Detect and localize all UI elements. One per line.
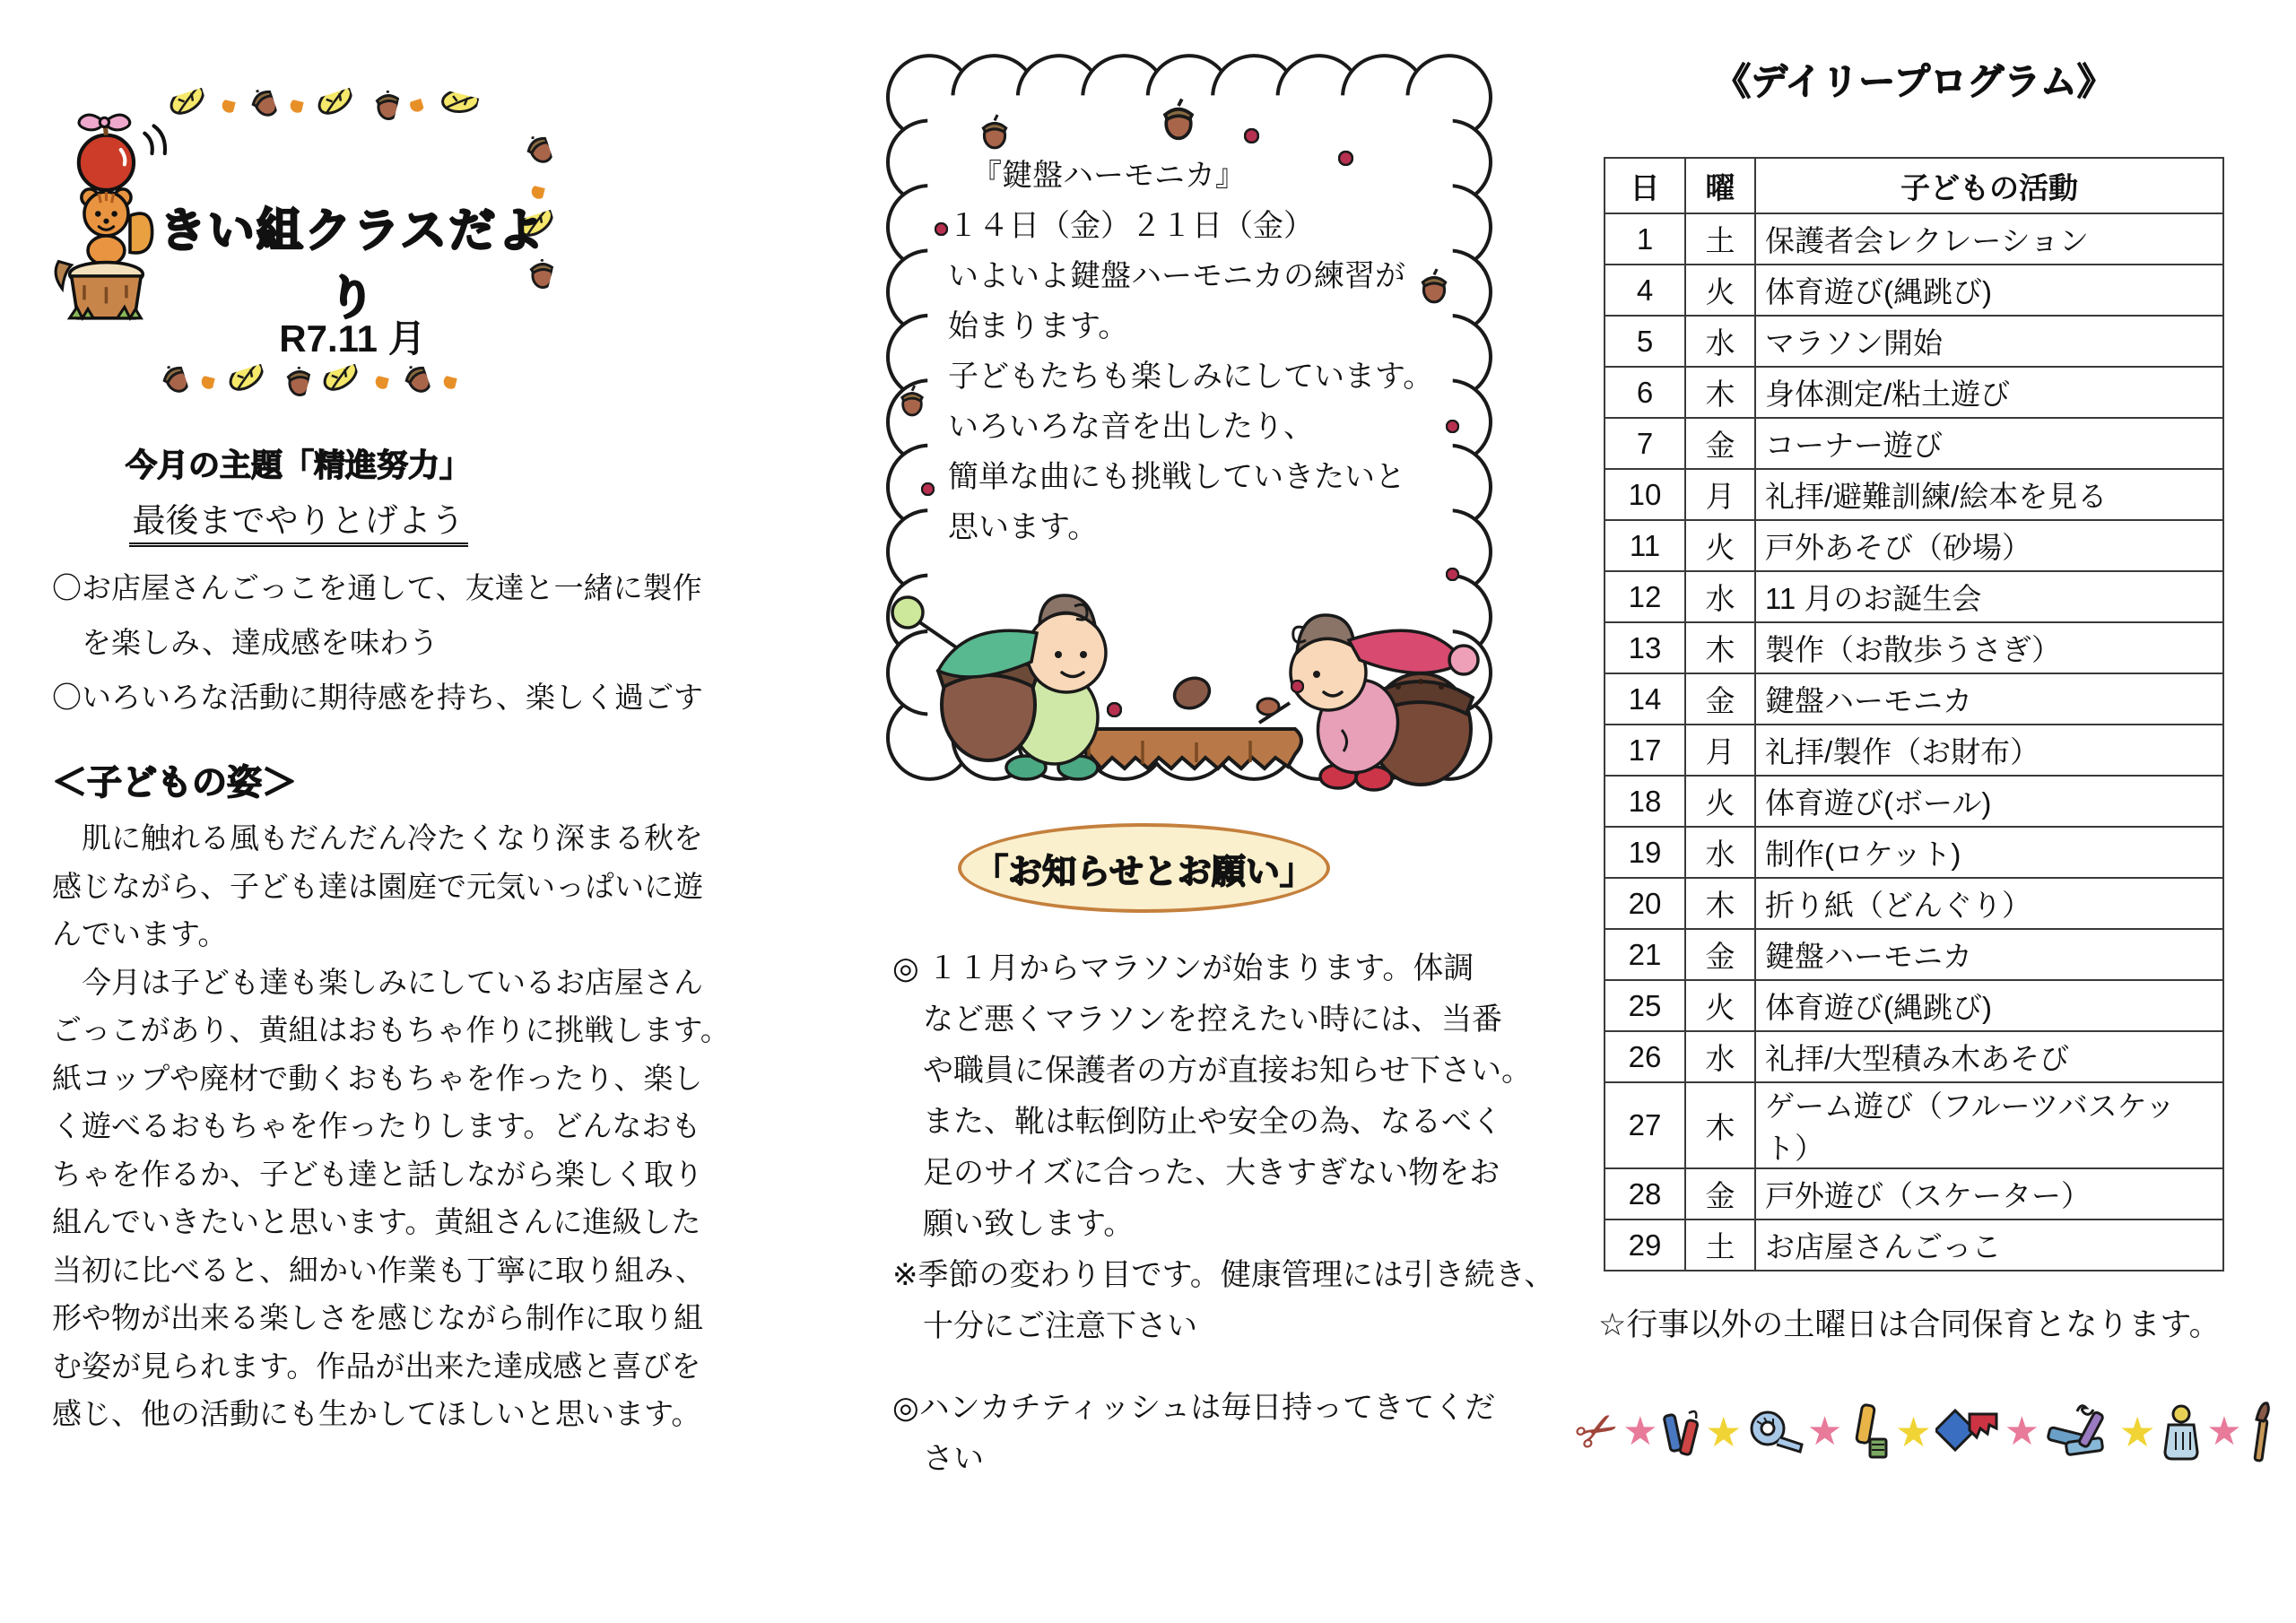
yellow-star-icon: ★ <box>1894 1408 1933 1456</box>
daily-program-table <box>1604 157 2224 1271</box>
cell-weekday: 金 <box>1685 673 1755 725</box>
bubble-line: １４日（金）２１日（金） <box>948 209 1314 243</box>
saturday-note: ☆行事以外の土曜日は合同保育となります。 <box>1598 1307 2221 1342</box>
cell-weekday: 木 <box>1685 622 1755 673</box>
monthly-theme-subtitle: 最後までやりとげよう <box>54 493 543 542</box>
cell-weekday: 火 <box>1685 265 1755 316</box>
cell-weekday: 火 <box>1685 980 1755 1031</box>
berry-dot-icon <box>1244 128 1259 143</box>
cell-date: 17 <box>1605 725 1685 776</box>
body-line: ちゃを作るか、子ども達と話しながら楽しく取り <box>52 1157 703 1191</box>
notice-line: 足のサイズに合った、大きすぎない物をお <box>892 1156 1500 1190</box>
body-line: 形や物が出来る楽しさを感じながら制作に取り組 <box>52 1301 703 1334</box>
origami-icon <box>1935 1405 2000 1459</box>
body-line: 当初に比べると、細かい作業も丁寧に取り組み、 <box>52 1253 705 1287</box>
cell-activity: 戸外あそび（砂場） <box>1755 520 2223 571</box>
header-date: 日 <box>1605 158 1685 213</box>
acorn-icon <box>979 113 1010 151</box>
body-line: く遊べるおもちゃを作ったりします。どんなおも <box>52 1109 701 1142</box>
oak-leaf-icon <box>311 88 359 127</box>
yellow-star-icon: ★ <box>2118 1408 2156 1456</box>
table-row <box>1605 316 2223 367</box>
cell-weekday: 火 <box>1685 776 1755 827</box>
title-border-top <box>167 90 476 126</box>
cell-date: 19 <box>1605 827 1685 878</box>
yellow-star-icon: ★ <box>1705 1408 1743 1456</box>
dot-icon <box>371 375 388 392</box>
crayons-icon <box>1662 1406 1701 1458</box>
body-line: 感じながら、子ども達は園庭で元気いっぱいに遊 <box>52 869 703 903</box>
goal-line: 〇いろいろな活動に期待感を持ち、楽しく過ごす <box>52 681 703 714</box>
acorn-icon <box>364 87 401 129</box>
cell-activity: お店屋さんごっこ <box>1755 1219 2223 1271</box>
acorn-icon <box>899 384 926 418</box>
table-row <box>1605 367 2223 418</box>
cell-date: 12 <box>1605 571 1685 622</box>
notice-line: さい <box>892 1442 984 1476</box>
table-row <box>1605 827 2223 878</box>
daily-program-title: 《デイリープログラム》 <box>1714 61 2114 102</box>
newsletter-title-block <box>52 90 545 430</box>
notice-badge: 「お知らせとお願い」 <box>958 823 1330 913</box>
children-appearance-body <box>52 814 730 1438</box>
oak-leaf-icon <box>317 364 364 404</box>
body-line: 組んでいきたいと思います。黄組さんに進級した <box>52 1205 701 1238</box>
cell-date: 26 <box>1605 1031 1685 1082</box>
cell-weekday: 火 <box>1685 520 1755 571</box>
dot-icon <box>439 375 457 392</box>
cell-activity: 折り紙（どんぐり） <box>1755 878 2223 929</box>
cell-activity: マラソン開始 <box>1755 316 2223 367</box>
bubble-line: 思います。 <box>948 510 1099 544</box>
notice-line <box>892 1352 1520 1383</box>
dot-icon <box>197 375 214 392</box>
cell-activity: 制作(ロケット) <box>1755 827 2223 878</box>
cell-weekday: 土 <box>1685 213 1755 265</box>
children-appearance-heading: ＜子どもの姿＞ <box>52 764 298 803</box>
table-row <box>1605 469 2223 520</box>
acorn-icon <box>153 362 192 405</box>
cell-activity: 製作（お散歩うさぎ） <box>1755 622 2223 673</box>
acorn-icon <box>242 86 281 129</box>
notice-line: また、靴は転倒防止や安全の為、なるべく <box>892 1105 1502 1139</box>
bubble-line: いよいよ鍵盤ハーモニカの練習が <box>948 259 1405 293</box>
cell-weekday: 金 <box>1685 418 1755 469</box>
acorn-icon <box>396 362 434 405</box>
berry-dot-icon <box>935 222 948 236</box>
cell-date: 20 <box>1605 878 1685 929</box>
acorn-icon <box>1161 97 1196 142</box>
dot-icon <box>407 99 425 117</box>
cell-weekday: 水 <box>1685 316 1755 367</box>
table-row <box>1605 265 2223 316</box>
cell-activity: 鍵盤ハーモニカ <box>1755 929 2223 980</box>
crayon-and-cup-icon <box>1847 1403 1892 1461</box>
table-header-row <box>1605 158 2223 213</box>
cell-date: 6 <box>1605 367 1685 418</box>
cell-activity: 戸外遊び（スケーター） <box>1755 1168 2223 1219</box>
body-line: む姿が見られます。作品が出来た達成感と喜びを <box>52 1349 701 1383</box>
goal-line: 〇お店屋さんごっこを通して、友達と一緒に製作 <box>52 571 702 604</box>
cell-date: 7 <box>1605 418 1685 469</box>
cell-date: 13 <box>1605 622 1685 673</box>
table-row <box>1605 1219 2223 1271</box>
cell-weekday: 水 <box>1685 571 1755 622</box>
acorn-icon <box>517 133 555 176</box>
body-line: 感じ、他の活動にも生かしてほしいと思います。 <box>52 1397 701 1430</box>
cell-activity: 11 月のお誕生会 <box>1755 571 2223 622</box>
table-row <box>1605 571 2223 622</box>
pink-star-icon: ★ <box>2206 1409 2242 1454</box>
notice-line: ◎ハンカチティッシュは毎日持ってきてくだ <box>892 1391 1496 1425</box>
table-row <box>1605 520 2223 571</box>
cell-date: 14 <box>1605 673 1685 725</box>
cell-weekday: 木 <box>1685 1082 1755 1168</box>
cell-date: 5 <box>1605 316 1685 367</box>
table-row <box>1605 1031 2223 1082</box>
berry-dot-icon <box>921 482 935 496</box>
header-activity: 子どもの活動 <box>1755 158 2223 213</box>
cell-date: 11 <box>1605 520 1685 571</box>
acorn-children-illustration <box>883 527 1492 796</box>
pink-star-icon: ★ <box>2004 1409 2040 1454</box>
notice-line: など悪くマラソンを控えたい時には、当番 <box>892 1002 1502 1037</box>
cell-date: 18 <box>1605 776 1685 827</box>
table-row <box>1605 776 2223 827</box>
cell-activity: 鍵盤ハーモニカ <box>1755 673 2223 725</box>
cell-date: 4 <box>1605 265 1685 316</box>
cell-date: 25 <box>1605 980 1685 1031</box>
body-line: ごっこがあり、黄組はおもちゃ作りに挑戦します。 <box>52 1013 730 1046</box>
dot-icon <box>218 99 235 116</box>
acorn-icon <box>275 363 312 405</box>
table-row <box>1605 418 2223 469</box>
cell-activity: 礼拝/避難訓練/絵本を見る <box>1755 469 2223 520</box>
table-row <box>1605 213 2223 265</box>
body-line: 肌に触れる風もだんだん冷たくなり深まる秋を <box>52 821 703 855</box>
cell-weekday: 月 <box>1685 469 1755 520</box>
harmonica-bubble <box>872 43 1510 792</box>
body-line: 今月は子ども達も楽しみにしているお店屋さん <box>52 965 703 999</box>
cell-weekday: 月 <box>1685 725 1755 776</box>
dot-icon <box>286 99 303 116</box>
cell-weekday: 金 <box>1685 929 1755 980</box>
cell-activity: 体育遊び(ボール) <box>1755 776 2223 827</box>
cell-activity: 身体測定/粘土遊び <box>1755 367 2223 418</box>
scissors-icon: ✂ <box>1564 1395 1631 1468</box>
cell-date: 10 <box>1605 469 1685 520</box>
cell-activity: 礼拝/大型積み木あそび <box>1755 1031 2223 1082</box>
bubble-line: 簡単な曲にも挑戦していきたいと <box>948 460 1405 494</box>
table-row <box>1605 929 2223 980</box>
cell-weekday: 木 <box>1685 878 1755 929</box>
cell-activity: 保護者会レクレーション <box>1755 213 2223 265</box>
cell-weekday: 金 <box>1685 1168 1755 1219</box>
cell-date: 1 <box>1605 213 1685 265</box>
pink-star-icon: ★ <box>1806 1409 1843 1454</box>
bubble-line: いろいろな音を出したり、 <box>948 410 1314 444</box>
cell-activity: 礼拝/製作（お財布） <box>1755 725 2223 776</box>
bubble-line: 『鍵盤ハーモニカ』 <box>971 159 1246 193</box>
cell-activity: 体育遊び(縄跳び) <box>1755 980 2223 1031</box>
table-row <box>1605 980 2223 1031</box>
cell-weekday: 木 <box>1685 367 1755 418</box>
table-row <box>1605 673 2223 725</box>
page-title: きい組クラスだより <box>159 205 546 325</box>
cell-weekday: 土 <box>1685 1219 1755 1271</box>
cell-date: 27 <box>1605 1082 1685 1168</box>
notice-line: や職員に保護者の方が直接お知らせ下さい。 <box>892 1054 1532 1088</box>
cell-date: 29 <box>1605 1219 1685 1271</box>
oak-leaf-icon <box>222 364 270 404</box>
paintbrush-icon <box>2246 1400 2276 1464</box>
harmonica-announcement <box>948 151 1450 552</box>
table-row <box>1605 622 2223 673</box>
monthly-goals <box>52 560 703 725</box>
pink-star-icon: ★ <box>1622 1409 1658 1454</box>
body-line: んでいます。 <box>52 917 228 950</box>
table-row <box>1605 1168 2223 1219</box>
notice-line: ◎ １１月からマラソンが始まります。体調 <box>892 951 1474 985</box>
table-row <box>1605 878 2223 929</box>
craft-icon-row <box>1564 1392 2276 1472</box>
header-weekday: 曜 <box>1685 158 1755 213</box>
glue-sticks-icon <box>2043 1401 2115 1463</box>
oak-leaf-icon <box>433 89 479 126</box>
issue-date: R7.11 月 <box>279 317 426 360</box>
cell-activity: 体育遊び(縄跳び) <box>1755 265 2223 316</box>
cell-date: 21 <box>1605 929 1685 980</box>
notice-line: ※季節の変わり目です。健康管理には引き続き、 <box>892 1258 1555 1292</box>
monthly-theme-heading: 今月の主題「精進努力」 <box>125 448 471 483</box>
notice-line: 十分にご注意下さい <box>892 1309 1197 1343</box>
table-row <box>1605 725 2223 776</box>
glue-bottle-icon <box>2160 1403 2203 1461</box>
table-row <box>1605 1082 2223 1168</box>
title-border-bottom <box>158 366 456 402</box>
bubble-line: 始まります。 <box>948 309 1129 343</box>
goal-line: を楽しみ、達成感を味わう <box>52 626 439 659</box>
notice-text <box>892 943 1555 1485</box>
bubble-line: 子どもたちも楽しみにしています。 <box>948 360 1434 394</box>
cell-weekday: 水 <box>1685 1031 1755 1082</box>
body-line: 紙コップや廃材で動くおもちゃを作ったり、楽し <box>52 1061 703 1095</box>
cell-activity: コーナー遊び <box>1755 418 2223 469</box>
cell-weekday: 水 <box>1685 827 1755 878</box>
notice-line: 願い致します。 <box>892 1207 1135 1241</box>
tape-icon <box>1746 1409 1804 1455</box>
oak-leaf-icon <box>163 88 211 127</box>
cell-date: 28 <box>1605 1168 1685 1219</box>
cell-activity: ゲーム遊び（フルーツバスケット） <box>1755 1082 2223 1168</box>
